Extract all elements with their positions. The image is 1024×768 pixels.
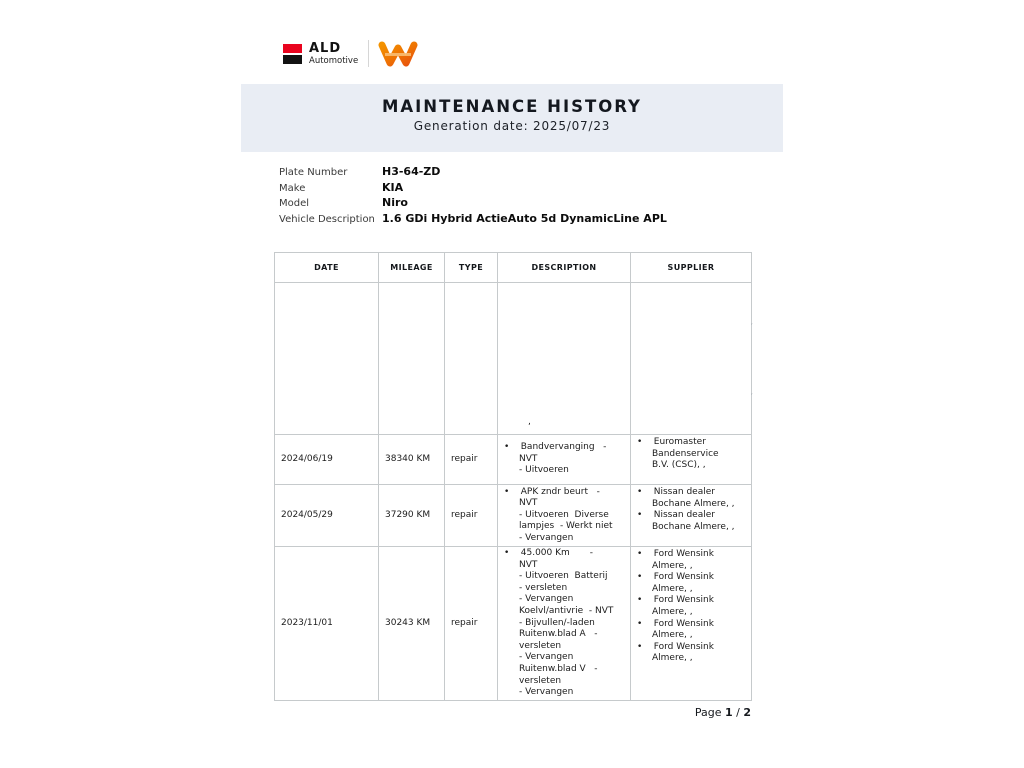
supplier-line: Almere, , (652, 583, 693, 594)
edge-artifact-mark: , (750, 387, 753, 396)
page-total: 2 (743, 706, 751, 719)
cell-type: repair (445, 435, 498, 485)
description-line: lampjes - Werkt niet (519, 521, 613, 532)
description-line: - Vervangen (519, 687, 574, 698)
supplier-line: • Ford Wensink (637, 641, 714, 652)
page-footer (274, 706, 751, 719)
description-line: - Uitvoeren (519, 465, 569, 476)
field-label-model: Model (279, 198, 310, 210)
cell-mileage: 37290 KM (379, 485, 445, 547)
field-label-plate-number: Plate Number (279, 167, 348, 178)
ald-logo-text (309, 42, 358, 66)
page-title: MAINTENANCE HISTORY (381, 97, 643, 116)
supplier-line: Almere, , (652, 560, 693, 571)
cell-supplier (631, 283, 752, 435)
description-line: versleten (519, 675, 562, 686)
logo-divider (368, 40, 369, 67)
supplier-line: Bandenservice (652, 448, 719, 459)
supplier-line: Almere, , (652, 606, 693, 617)
maintenance-table-header (275, 253, 752, 283)
description-line: • Bandvervanging - (504, 442, 607, 453)
field-value-plate-number: H3-64-ZD (382, 165, 441, 178)
vehicle-info-row (279, 165, 667, 181)
edge-artifact-mark: , (750, 317, 753, 326)
cell-type: repair (445, 485, 498, 547)
table-row (275, 435, 752, 485)
cell-type: repair (445, 547, 498, 701)
description-line: • 45.000 Km - (504, 548, 594, 558)
supplier-line: • Ford Wensink (637, 572, 714, 583)
cell-description (498, 485, 631, 547)
supplier-line: Bochane Almere, , (652, 498, 735, 509)
field-value-model: Niro (382, 196, 408, 210)
description-line: , (528, 417, 531, 428)
supplier-line: Bochane Almere, , (652, 521, 735, 532)
cell-date: 2023/11/01 (275, 547, 379, 701)
supplier-line: • Ford Wensink (637, 549, 714, 559)
ald-logo-icon (283, 44, 302, 64)
supplier-line: B.V. (CSC), , (652, 460, 706, 471)
logo-row (283, 36, 419, 66)
supplier-line: • Nissan dealer (637, 487, 715, 497)
supplier-line: • Ford Wensink (637, 595, 714, 606)
column-header-type: TYPE (445, 253, 498, 283)
table-row (275, 283, 752, 435)
cell-mileage: 30243 KM (379, 547, 445, 701)
description-line: versleten (519, 640, 562, 651)
cell-description (498, 547, 631, 701)
vehicle-info-row (279, 196, 667, 212)
description-line: - Uitvoeren Batterij (519, 571, 608, 582)
description-line: NVT (519, 559, 538, 570)
description-line: Ruitenw.blad A - (519, 629, 598, 640)
table-row (275, 485, 752, 547)
field-label-vehicle-description: Vehicle Description (279, 213, 375, 225)
table-row (275, 547, 752, 701)
cell-date: 2024/06/19 (275, 435, 379, 485)
generation-date: Generation date: 2025/07/23 (413, 119, 611, 133)
maintenance-table-body (275, 283, 752, 701)
maintenance-table (274, 252, 752, 701)
cell-mileage (379, 283, 445, 435)
supplier-line: Almere, , (652, 653, 693, 664)
vehicle-info (279, 165, 667, 227)
description-line: NVT (519, 498, 538, 509)
cell-supplier (631, 485, 752, 547)
description-line: - versleten (519, 582, 568, 593)
description-line: NVT (519, 453, 538, 464)
field-value-vehicle-description: 1.6 GDi Hybrid ActieAuto 5d DynamicLine APL (382, 211, 667, 225)
page-label: Page (694, 706, 725, 719)
cell-mileage: 38340 KM (379, 435, 445, 485)
field-value-make: KIA (382, 180, 404, 194)
supplier-line: Almere, , (652, 630, 693, 641)
cell-description (498, 435, 631, 485)
description-line: Ruitenw.blad V - (519, 663, 598, 674)
vehicle-info-row (279, 181, 667, 197)
ald-acronym: ALD (309, 41, 342, 57)
supplier-line: • Euromaster (637, 437, 706, 447)
description-line: Koelvl/antivrie - NVT (519, 605, 614, 616)
page-separator: / (732, 706, 744, 719)
description-line: - Vervangen (519, 532, 574, 543)
title-banner (241, 84, 783, 152)
supplier-line: • Ford Wensink (637, 618, 714, 629)
supplier-line: • Nissan dealer (637, 510, 715, 521)
page-current: 1 (724, 706, 733, 719)
cell-date (275, 283, 379, 435)
cell-type (445, 283, 498, 435)
description-line: - Bijvullen/-laden (519, 617, 595, 628)
cell-supplier (631, 547, 752, 701)
description-line: - Uitvoeren Diverse (519, 509, 609, 520)
field-label-make: Make (279, 182, 306, 194)
description-line: • APK zndr beurt - (504, 486, 600, 497)
vehicle-info-row (279, 212, 667, 228)
description-line: - Vervangen (519, 594, 574, 605)
ald-subtitle: Automotive (309, 56, 359, 67)
cell-date: 2024/05/29 (275, 485, 379, 547)
cell-supplier (631, 435, 752, 485)
wensink-w-logo-icon (377, 40, 419, 67)
column-header-mileage: MILEAGE (379, 253, 445, 283)
cell-description (498, 283, 631, 435)
column-header-supplier: SUPPLIER (631, 253, 752, 283)
column-header-description: DESCRIPTION (498, 253, 631, 283)
column-header-date: DATE (275, 253, 379, 283)
description-line: - Vervangen (519, 652, 574, 663)
